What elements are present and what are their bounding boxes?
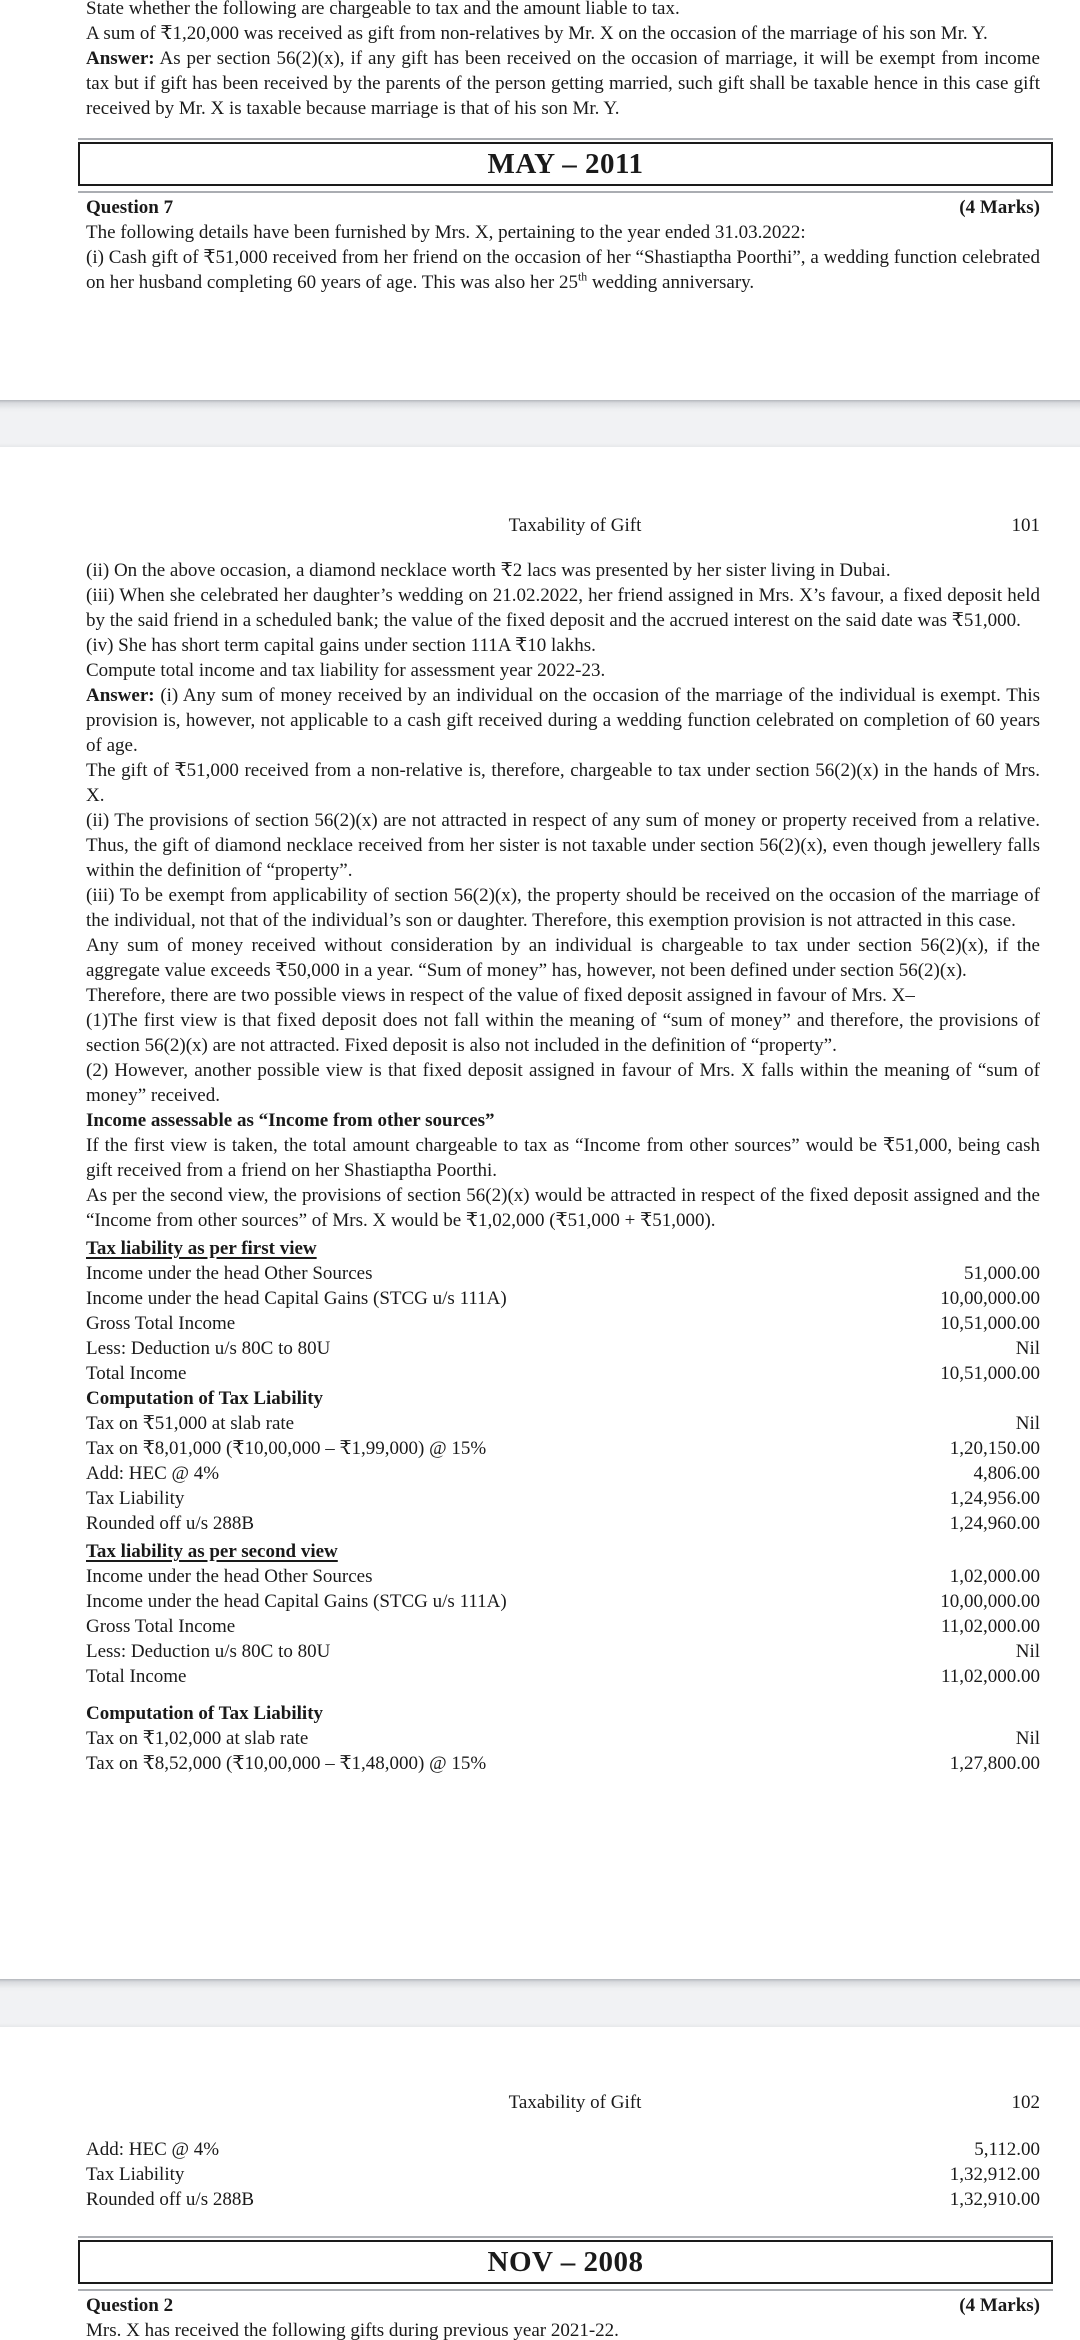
row-value: 10,00,000.00 [940, 1591, 1040, 1612]
question-number: Question 7 [86, 197, 174, 218]
answer-label: Answer: [86, 48, 155, 69]
paragraph-intro: Mrs. X has received the following gifts during previous year 2021-22. [86, 2320, 619, 2340]
table-row [86, 1361, 1040, 1386]
paragraph-question-text: A sum of ₹1,20,000 was received as gift from non-relatives by Mr. X on the occasion of the marriage of his son Mr. Y. [86, 23, 988, 44]
answer-body: As per section 56(2)(x), if any gift has been received on the occasion of marriage, it will be exempt from income tax but if gift has been received by the parents of the person getting married, such gift shall be taxable hence in this case gift received by Mr. X is taxable because marriage is that of his son Mr. Y. [86, 48, 1040, 119]
row-value: 1,24,956.00 [949, 1488, 1040, 1509]
page-break-gap [0, 400, 1080, 447]
row-value: Nil [1015, 1728, 1040, 1749]
row-label: Tax on ₹8,52,000 (₹10,00,000 – ₹1,48,000) @ 15% [86, 1753, 487, 1774]
row-label: Tax on ₹1,02,000 at slab rate [86, 1728, 309, 1749]
paragraph-any-sum: Any sum of money received without consideration by an individual is chargeable to tax under section 56(2)(x), if the aggregate value exceeds ₹50,000 in a year. “Sum of money” has, however, not been defined under section 56(2)(x). [86, 935, 1040, 981]
row-label: Total Income [86, 1363, 187, 1384]
row-label: Total Income [86, 1666, 187, 1687]
table-first-view [86, 1261, 1040, 1386]
item-i-text: (i) Cash gift of ₹51,000 received from her friend on the occasion of her “Shastiaptha Poorthi”, a wedding function celebrated on her husband completing 60 years of age. This was also her 25 [86, 247, 1040, 293]
row-value: 10,51,000.00 [940, 1363, 1040, 1384]
question-header-row [86, 195, 1040, 220]
table-final [86, 2137, 1040, 2212]
page-number: 102 [1011, 2092, 1040, 2113]
paragraph-item-iii: (iii) When she celebrated her daughter’s wedding on 21.02.2022, her friend assigned in Mrs. X’s favour, a fixed deposit held by the said friend in a scheduled bank; the value of the fixed deposit and the accrued interest on the said date was ₹51,000. [86, 585, 1040, 631]
row-label: Tax on ₹51,000 at slab rate [86, 1413, 295, 1434]
paragraph-intro: The following details have been furnished by Mrs. X, pertaining to the year ended 31.03.2022: [86, 222, 806, 243]
session-banner-nov-2008 [78, 2236, 1053, 2291]
table-row [86, 1261, 1040, 1286]
row-label: Income under the head Other Sources [86, 1263, 373, 1284]
row-value: 51,000.00 [964, 1263, 1040, 1284]
row-value: Nil [1015, 1641, 1040, 1662]
row-value: 11,02,000.00 [940, 1616, 1040, 1637]
answer-label: Answer: [86, 685, 155, 706]
row-value: 1,02,000.00 [949, 1566, 1040, 1587]
table-row [86, 1411, 1040, 1436]
table-row [86, 1639, 1040, 1664]
page-2 [0, 447, 1080, 1979]
heading-computation-2: Computation of Tax Liability [86, 1703, 324, 1724]
question-number: Question 2 [86, 2295, 174, 2316]
heading-tax-liability-first-view: Tax liability as per first view [86, 1238, 317, 1259]
page-1 [0, 0, 1080, 400]
table-row [86, 1589, 1040, 1614]
session-banner-may-2011 [78, 138, 1053, 193]
row-value: 10,51,000.00 [940, 1313, 1040, 1334]
body-paragraphs [86, 558, 1040, 1233]
row-label: Add: HEC @ 4% [86, 1463, 220, 1484]
item-i-tail: wedding anniversary. [587, 272, 755, 293]
row-label: Tax on ₹8,01,000 (₹10,00,000 – ₹1,99,000) @ 15% [86, 1438, 487, 1459]
running-header [86, 513, 1040, 538]
row-label: Income under the head Other Sources [86, 1566, 373, 1587]
table-row [86, 1564, 1040, 1589]
paragraph-answer [86, 683, 1040, 758]
heading-tax-liability-second-view: Tax liability as per second view [86, 1541, 338, 1562]
paragraph-answer [86, 46, 1040, 121]
row-value: 4,806.00 [973, 1463, 1040, 1484]
running-header [86, 2090, 1040, 2115]
page-number: 101 [1011, 515, 1040, 536]
paragraph-first-view-taken: If the first view is taken, the total amount chargeable to tax as “Income from other sources” would be ₹51,000, being cash gift received from a friend on her Shastiaptha Poorthi. [86, 1135, 1040, 1181]
paragraph-gift: The gift of ₹51,000 received from a non-relative is, therefore, chargeable to tax under section 56(2)(x) in the hands of Mrs. X. [86, 760, 1040, 806]
running-header-title: Taxability of Gift [508, 515, 642, 536]
table-row [86, 1336, 1040, 1361]
table-second-view [86, 1564, 1040, 1689]
table-computation-2 [86, 1726, 1040, 1776]
table-row [86, 1486, 1040, 1511]
table-row [86, 1726, 1040, 1751]
paragraph-second-view-amount: As per the second view, the provisions of section 56(2)(x) would be attracted in respect of the fixed deposit assigned and the “Income from other sources” of Mrs. X would be ₹1,02,000 (₹51,000 + ₹51,000). [86, 1185, 1040, 1231]
table-row [86, 2137, 1040, 2162]
paragraph-provisions: (ii) The provisions of section 56(2)(x) are not attracted in respect of any sum of money or property received from a relative. Thus, the gift of diamond necklace received from her sister is not taxable under section 56(2)(x), even though jewellery falls within the definition of “property”. [86, 810, 1040, 881]
row-value: 11,02,000.00 [940, 1666, 1040, 1687]
table-row [86, 2162, 1040, 2187]
session-banner-title: MAY – 2011 [78, 142, 1053, 186]
session-banner-title: NOV – 2008 [78, 2240, 1053, 2284]
answer-body: (i) Any sum of money received by an individual on the occasion of the marriage of the individual is exempt. This provision is, however, not applicable to a cash gift received during a wedding function celebrated on completion of 60 years of age. [86, 685, 1040, 756]
row-value: 1,32,910.00 [949, 2189, 1040, 2210]
page-1-content [0, 0, 1080, 295]
table-row [86, 1311, 1040, 1336]
paragraph-item-iv: (iv) She has short term capital gains under section 111A ₹10 lakhs. [86, 635, 596, 656]
paragraph-lead-in: State whether the following are chargeable to tax and the amount liable to tax. [86, 0, 680, 19]
question-marks: (4 Marks) [959, 2295, 1040, 2316]
table-computation-1 [86, 1411, 1040, 1536]
row-value: 1,32,912.00 [949, 2164, 1040, 2185]
row-label: Tax Liability [86, 2164, 185, 2185]
row-value: 1,20,150.00 [949, 1438, 1040, 1459]
heading-income-assessable: Income assessable as “Income from other sources” [86, 1110, 495, 1131]
row-value: Nil [1015, 1338, 1040, 1359]
page-2-content [0, 447, 1080, 1776]
paragraph-first-view: (1)The first view is that fixed deposit does not fall within the meaning of “sum of money” and therefore, the provisions of section 56(2)(x) are not attracted. Fixed deposit is also not included in the definition of “property”. [86, 1010, 1040, 1056]
page-break-gap [0, 1979, 1080, 2027]
running-header-title: Taxability of Gift [508, 2092, 642, 2113]
row-label: Gross Total Income [86, 1616, 236, 1637]
paragraph-two-views: Therefore, there are two possible views in respect of the value of fixed deposit assigned in favour of Mrs. X– [86, 985, 915, 1006]
row-label: Less: Deduction u/s 80C to 80U [86, 1641, 331, 1662]
row-label: Income under the head Capital Gains (STCG u/s 111A) [86, 1591, 507, 1612]
table-row [86, 1751, 1040, 1776]
paragraph-compute: Compute total income and tax liability for assessment year 2022-23. [86, 660, 606, 681]
paragraph-second-view: (2) However, another possible view is that fixed deposit assigned in favour of Mrs. X falls within the meaning of “sum of money” received. [86, 1060, 1040, 1106]
heading-computation-1: Computation of Tax Liability [86, 1388, 324, 1409]
table-row [86, 1461, 1040, 1486]
page-3-content [0, 2027, 1080, 2340]
table-row [86, 2187, 1040, 2212]
row-value: Nil [1015, 1413, 1040, 1434]
row-label: Tax Liability [86, 1488, 185, 1509]
row-value: 1,24,960.00 [949, 1513, 1040, 1534]
row-label: Gross Total Income [86, 1313, 236, 1334]
row-value: 1,27,800.00 [949, 1753, 1040, 1774]
row-label: Rounded off u/s 288B [86, 1513, 255, 1534]
row-label: Rounded off u/s 288B [86, 2189, 255, 2210]
page-3 [0, 2027, 1080, 2340]
table-row [86, 1286, 1040, 1311]
row-value: 10,00,000.00 [940, 1288, 1040, 1309]
paragraph-item-i [86, 245, 1040, 295]
superscript-th: th [577, 270, 588, 284]
row-value: 5,112.00 [974, 2139, 1040, 2160]
table-row [86, 1614, 1040, 1639]
question-header-row [86, 2293, 1040, 2318]
table-row [86, 1664, 1040, 1689]
row-label: Add: HEC @ 4% [86, 2139, 220, 2160]
row-label: Less: Deduction u/s 80C to 80U [86, 1338, 331, 1359]
question-marks: (4 Marks) [959, 197, 1040, 218]
table-row [86, 1436, 1040, 1461]
paragraph-exempt: (iii) To be exempt from applicability of section 56(2)(x), the property should be received on the occasion of the marriage of the individual, not that of the individual’s son or daughter. Therefore, this exemption provision is not attracted in this case. [86, 885, 1040, 931]
row-label: Income under the head Capital Gains (STCG u/s 111A) [86, 1288, 507, 1309]
paragraph-item-ii: (ii) On the above occasion, a diamond necklace worth ₹2 lacs was presented by her sister living in Dubai. [86, 560, 891, 581]
table-row [86, 1511, 1040, 1536]
